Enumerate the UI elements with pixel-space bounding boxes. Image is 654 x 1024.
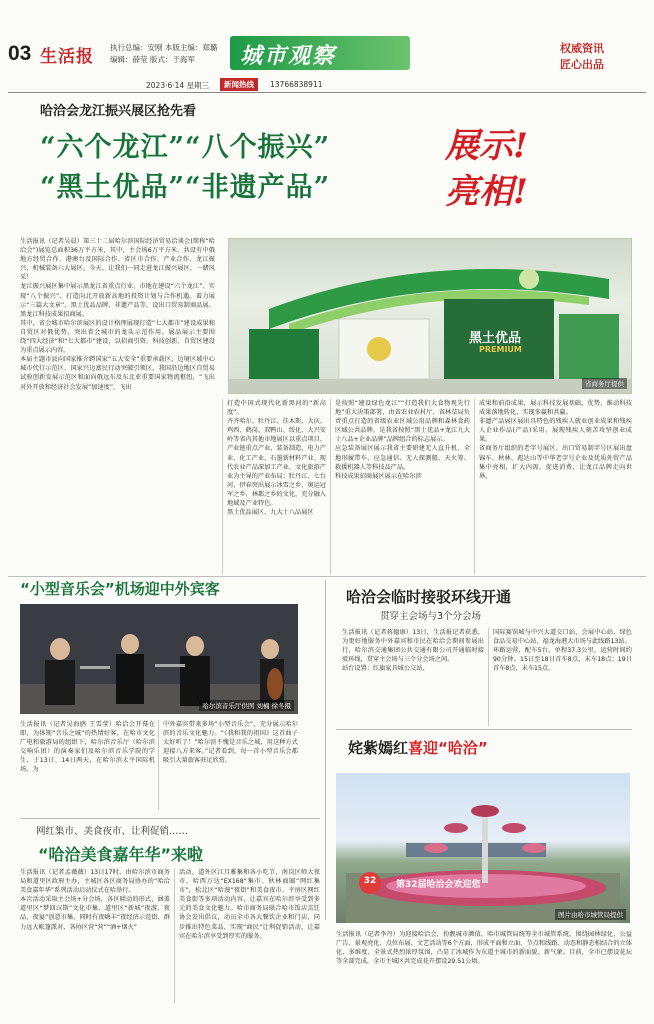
lead-col4-paragraph-2: 非遗产品展区展出具特色的残疾人就业创业成果和残疾人企业作品(产品)采用，展现残疾人刻苦攻坚创业成果。: [479, 418, 632, 444]
flower-title-red: 喜迎“哈洽”: [408, 739, 488, 757]
lead-column-3: [330, 399, 470, 574]
shuttle-title: 哈洽会临时接驳环线开通: [346, 588, 512, 606]
section-rule-1: [8, 576, 646, 577]
flower-illustration: [336, 773, 630, 923]
column-title: 城市观察: [240, 44, 337, 69]
musicians-illustration: [20, 604, 298, 714]
shuttle-col1-paragraph-2: 站台设置：红旗家具城公交站、: [342, 665, 429, 673]
shuttle-column-1: [342, 628, 484, 726]
lead-column-1: [20, 237, 215, 574]
lead-col1-paragraph-3: 其中，省会城市哈尔滨展区的设计格理展现打造“七大都市”建设成果和自贸区对俄优势，突出省会城市的龙头示范作用。展品展示主要围绕“四大经济”和“七大都市”建设，以招商引资、科技创新、自贸区建设为重点展示内容。: [20, 319, 215, 355]
lead-col3-paragraph-1: 是按照“建设绿色龙江”“打造我们大食物观先行地”重大决策部署，由省农业农村厅、省林草局负责重点打造的省级农业区域公用品牌和森林食药区域公共品牌，是我省按照“黑土优品+龙江九大十八品+企业品牌”品牌组合的标志展示。: [335, 400, 470, 444]
hall-sign-main: 黑土优品: [469, 331, 522, 346]
lead-headline-line-2: “黑土优品”“非遗产品”: [40, 172, 331, 203]
slogan-2: 匠心出品: [560, 58, 604, 71]
lead-col2-paragraph-1: 打造中国式现代化新黑河的“新高度”。: [227, 400, 326, 417]
staff-line-1: 执行总编：安刚 本版主编：郑璐: [110, 43, 218, 52]
masthead-rule: [8, 92, 646, 93]
lead-col4-paragraph-3: 省商务厅组织的老字号展区、出口贸易制字号区展出盘锦车、秋林、彪达山等中华老字号企业及优质外贸产品集中亮相，扩大内需，促进消费，让龙江品牌走向世界。: [479, 445, 632, 480]
music-column-2: 中外嘉宾带来多场“小型音乐会”，充分展示哈尔滨的音乐文化魅力。“《我和我的祖国》这首曲子太好听了！”哈尔滨不愧是音乐之城，用这种方式迎接八方来客。”记者看到，每一首小型音乐会都吸引大量旅客驻足欣赏。: [158, 720, 298, 810]
hall-photo-credit: 省商务厅提供: [582, 378, 627, 389]
hall-illustration: [229, 239, 632, 394]
slogan-1: 权威资讯: [560, 42, 604, 55]
flower-body: 生活报讯（记者李丹）为迎接哈洽会，扮靓城市颜值，哈市城管局统筹全市城管系统，围绕园林绿化、公益广告、景观亮化、点位布展、文艺活动等6个方面，形成平面和立面、节点和线路、动态和静态相结合的立体化、多维度、全景式热烈浓厚氛围，凸显了冰城作为东道主城市的新面貌、新气象。目前，全市已摆设花坛等全部完成，全市主城区共完成花卉摆设29.51公顷。: [336, 931, 632, 966]
flower-title-black: 姹紫嫣红: [348, 739, 409, 757]
flower-badge-number: 32: [363, 876, 377, 886]
vertical-rule: [325, 580, 326, 920]
lead-col4-paragraph-1: 成果和前沿成果，展示科技发展基础、优势，推动科技成果落地转化，实现多赢和共赢。: [479, 400, 632, 417]
lead-red-line-2: 亮相!: [445, 172, 528, 212]
food-kicker: 网红集市、美食夜市、让利促销……: [36, 826, 189, 837]
lead-red-line-1: 展示!: [445, 126, 528, 166]
flower-display-photo: [336, 773, 630, 923]
lead-col1-paragraph-1: 生活报讯（记者吴晨）第三十二届哈尔滨国际经济贸易洽谈会(简称“哈洽会”)展览总面积36万平方米，其中，主会场6万平方米，共设有中俄地方经贸合作、港澳台及国际合作、省区市合作、产业合作、龙江振兴、机械装备六大展区。今天，让我们一同走进龙江振兴展区，一睹风采！: [20, 238, 215, 282]
shuttle-col2-paragraph-1: 国际赛馆城与中兴大道交口站、会展中心站、绿色食品交易中心站、福龙海港大市场与此线路13站。: [493, 629, 632, 646]
exhibition-hall-photo: [228, 238, 632, 394]
food-col1-paragraph-2: 本次活动采取主会场+分会场，各区联动的形式，涵盖道里区“梦回汉斯”文化市集、道里区“新城”夜游、夜品、夜宴”创意市集，同时有夜嗨丰“夜经济示范街、群力远大帐篷派对，各协区营“营”“酒+烟火”: [20, 896, 170, 931]
hall-sign-sub: PREMIUM: [479, 345, 522, 354]
lead-col3-paragraph-2: 应急装备展区展示我省主要研建无人直升机、全地形履带车、应急通信、无人探测船、天火筹、救援机器人等科技品产品。: [335, 445, 470, 471]
lead-col1-paragraph-2: 龙江振兴展区集中展示黑龙江省重点行业、市地在建设“六个龙江”、实现“八个振兴”、打造向北开放新高地的投资计划与合作机遇。着力展示“三篇大文章”、黑土优品品牌、非遗产品等，设出口贸易制商品展、黑龙江科技成果招商展。: [20, 283, 215, 318]
flower-title: [348, 737, 488, 758]
section-rule-2: [336, 729, 632, 730]
lead-col2-paragraph-2: 齐齐哈尔、牡丹江、佳木斯、大庆、鸡西、鹤岗、双鸭山、绥化、大兴安岭等省内其他市地展区以重点项目、产业链重点产业、装备制造、电力产业、化工产业、石墨新材料产业、现代农业产品深加工产业、文化旅游产业为主导的产业布局；牡丹江、七台河、伊春突出展示冰雪之乡、奥运冠军之乡、林都之乡的文化，充分融入地域及产业特色。: [227, 418, 326, 508]
shuttle-subtitle: 贯穿主会场与3个分会场: [380, 611, 482, 622]
section-rule-3: [20, 818, 320, 819]
shuttle-col1-paragraph-1: 生活报讯（记者蒋德康）13日，生活报记者获悉，为更好地服务中外嘉宾和市民在哈洽会期间参展出行，哈尔滨交通集团公共交通有限公司开通临时接驳环线，贯穿主会场与三个分会场之间。: [342, 629, 484, 664]
date-line: 2023·6·14 星期三: [146, 81, 210, 90]
flower-photo-credit: 图片由哈市城管局提供: [555, 909, 626, 920]
lead-column-2: [222, 399, 326, 574]
music-photo: [20, 604, 298, 714]
hotline-number: 13766838911: [270, 80, 323, 89]
shuttle-column-2: [488, 628, 632, 726]
page-number: 03: [8, 42, 32, 65]
hotline-label: 新闻热线: [220, 78, 258, 91]
lead-headline-line-1: “六个龙江”“八个振兴”: [40, 132, 331, 163]
lead-kicker: 哈洽会龙江振兴展区抢先看: [40, 104, 197, 119]
lead-col1-paragraph-4: 本届主题市县向国家推介跨国家“五大安全”重要承载区、边境区域中心城市代行示范区、国家兴边富民行动突破引领区，我国沿边地区自贸易试验创新发展示范区和面向俄远东及东北亚重要国家物流枢纽，“飞出对外开放和经济社会发展”加速度”，飞出: [20, 356, 215, 391]
music-title: “小型音乐会”机场迎中外宾客: [20, 580, 220, 598]
staff-line-2: 编辑：薛莹 版式：于海军: [110, 55, 195, 64]
shuttle-col2-paragraph-2: 环路运营，配车5台，单程37.3公里，运营时间约90分钟。15日至18日首车8点，末车18点；19日首车8点，末车15点。: [493, 647, 632, 673]
paper-name: 生活报: [40, 47, 94, 67]
lead-col3-paragraph-3: 科技成果招商展区展示在哈尔滨: [335, 472, 422, 480]
lead-column-4: [474, 399, 632, 574]
flower-sign-text: 第32届哈洽会欢迎您: [396, 880, 481, 890]
food-column-1: [20, 868, 170, 1003]
music-photo-credit: 哈尔滨音乐厅供图 刘楠 徐冬摄: [199, 700, 294, 711]
music-column-1: 生活报讯（记者吴海鸥 王雪莹）哈洽会开幕在即，为体现“音乐之城”的热情好客，在哈市文化广电和旅游局的组织下，哈尔滨音乐厅（哈尔滨交响乐团）的演奏家们及哈尔滨音乐学院的学生，于13日、14日两天，在哈尔滨太平国际机场，为: [20, 721, 155, 774]
food-column-2: 活动，道外区江月雅集和各小吃节，南岗区师大夜市、哈西万达“EX168”集市、秋林商圈”网红集市”，松北区“哈漫”夜街”和美食夜市、平房区网红美食街等多项活动内容，让嘉宾在哈尔滨享受到多元的美食文化魅力。哈市商务局联合哈市饭店烹饪协会发出倡议，动员全市各大餐饮企业和门店，同步推出特色菜品，实现“商民”让利促销活动，让嘉宾在哈尔滨享受到厚实的服务。: [174, 868, 320, 1003]
food-col1-paragraph-1: 生活报讯（记者孟薇薇）13日17时，由哈尔滨市商务局和道里区政府主办，主城区各区商务局协办的“哈洽美食嘉年华”系列活动启动仪式在哈举行。: [20, 869, 170, 895]
food-title: “哈洽美食嘉年华”来啦: [38, 845, 204, 864]
lead-col2-paragraph-3: 黑土优品展区、九大十八品展区: [227, 509, 314, 517]
